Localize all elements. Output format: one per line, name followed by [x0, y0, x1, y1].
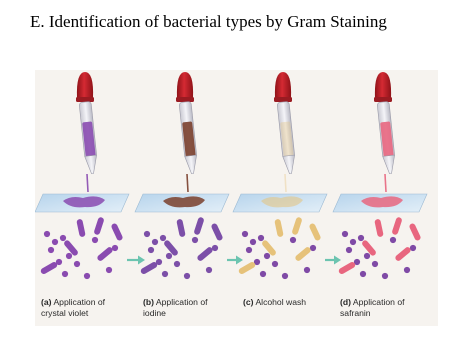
coccus-cell — [152, 239, 158, 245]
bacteria-cluster — [338, 217, 422, 280]
coccus-cell — [184, 273, 190, 279]
coccus-cell — [382, 273, 388, 279]
step-arrow — [227, 256, 243, 265]
station-c — [233, 72, 327, 279]
coccus-cell — [52, 239, 58, 245]
step-arrow — [127, 256, 145, 265]
rod-cell — [338, 261, 357, 275]
caption-letter: (a) — [41, 297, 52, 307]
coccus-cell — [48, 247, 54, 253]
coccus-cell — [166, 253, 172, 259]
coccus-cell — [358, 235, 364, 241]
station-d — [333, 72, 427, 279]
coccus-cell — [212, 245, 218, 251]
coccus-cell — [160, 235, 166, 241]
coccus-cell — [174, 261, 180, 267]
coccus-cell — [404, 267, 410, 273]
rod-cell — [394, 246, 412, 262]
caption-step-c — [243, 297, 306, 308]
station-a — [35, 72, 129, 279]
bacteria-cluster — [40, 217, 124, 280]
coccus-cell — [250, 239, 256, 245]
rod-cell — [210, 223, 223, 242]
coccus-cell — [112, 245, 118, 251]
rod-cell — [93, 217, 104, 236]
coccus-cell — [246, 247, 252, 253]
coccus-cell — [350, 239, 356, 245]
coccus-cell — [304, 267, 310, 273]
rod-cell — [40, 261, 59, 275]
caption-line1: Application of — [155, 297, 208, 307]
dropper-collar — [274, 97, 292, 102]
drop-stream — [385, 174, 386, 192]
rod-cell — [176, 219, 186, 238]
coccus-cell — [390, 237, 396, 243]
drop-stream — [187, 174, 188, 192]
dropper-tip — [283, 155, 297, 174]
coccus-cell — [258, 235, 264, 241]
coccus-cell — [74, 261, 80, 267]
station-b — [135, 72, 229, 279]
coccus-cell — [192, 237, 198, 243]
gram-stain-figure — [35, 70, 438, 326]
dropper-bulb — [375, 72, 391, 98]
rod-cell — [96, 246, 114, 262]
caption-letter: (b) — [143, 297, 154, 307]
coccus-cell — [372, 261, 378, 267]
drop-stream — [285, 174, 286, 192]
dropper-collar — [176, 97, 194, 102]
coccus-cell — [272, 261, 278, 267]
caption-line1: Application of — [352, 297, 405, 307]
caption-letter: (c) — [243, 297, 254, 307]
coccus-cell — [44, 231, 50, 237]
dropper-tip — [383, 155, 397, 174]
coccus-cell — [346, 247, 352, 253]
rod-cell — [291, 217, 302, 236]
dropper-tube — [377, 101, 396, 174]
dropper-bulb — [77, 72, 93, 98]
dropper-collar — [374, 97, 392, 102]
caption-line2: iodine — [143, 308, 166, 318]
rod-cell — [196, 246, 214, 262]
caption-line2: crystal violet — [41, 308, 89, 318]
coccus-cell — [148, 247, 154, 253]
coccus-cell — [342, 231, 348, 237]
rod-cell — [308, 223, 321, 242]
coccus-cell — [242, 231, 248, 237]
coccus-cell — [84, 273, 90, 279]
arrow-head — [334, 256, 341, 265]
coccus-cell — [206, 267, 212, 273]
rod-cell — [391, 217, 402, 236]
coccus-cell — [360, 271, 366, 277]
rod-cell — [193, 217, 204, 236]
slide-title: E. Identification of bacterial types by Gram Staining — [30, 12, 387, 31]
rod-cell — [140, 261, 159, 275]
step-arrow — [325, 256, 341, 265]
rod-cell — [408, 223, 421, 242]
coccus-cell — [144, 231, 150, 237]
coccus-cell — [364, 253, 370, 259]
coccus-cell — [264, 253, 270, 259]
coccus-cell — [162, 271, 168, 277]
dropper-bulb — [177, 72, 193, 98]
coccus-cell — [106, 267, 112, 273]
rod-cell — [294, 246, 312, 262]
rod-cell — [374, 219, 384, 238]
arrow-head — [236, 256, 243, 265]
caption-line2: safranin — [340, 308, 371, 318]
dropper-tube — [277, 101, 296, 174]
coccus-cell — [282, 273, 288, 279]
caption-line1: Application of — [53, 297, 106, 307]
caption-step-b — [143, 297, 208, 319]
dropper-tip — [85, 155, 99, 174]
coccus-cell — [290, 237, 296, 243]
coccus-cell — [92, 237, 98, 243]
rod-cell — [110, 223, 123, 242]
coccus-cell — [62, 271, 68, 277]
coccus-cell — [310, 245, 316, 251]
caption-step-d — [340, 297, 405, 319]
caption-line1: Alcohol wash — [255, 297, 307, 307]
dropper-collar — [76, 97, 94, 102]
coccus-cell — [60, 235, 66, 241]
coccus-cell — [66, 253, 72, 259]
dropper-tube — [179, 101, 198, 174]
bacteria-cluster — [238, 217, 322, 280]
bacteria-cluster — [140, 217, 224, 280]
caption-letter: (d) — [340, 297, 351, 307]
rod-cell — [238, 261, 257, 275]
rod-cell — [76, 219, 86, 238]
drop-stream — [87, 174, 88, 192]
caption-step-a — [41, 297, 105, 319]
rod-cell — [274, 219, 284, 238]
gram-stain-illustration — [35, 70, 438, 326]
dropper-bulb — [275, 72, 291, 98]
coccus-cell — [260, 271, 266, 277]
coccus-cell — [410, 245, 416, 251]
dropper-tip — [185, 155, 199, 174]
dropper-tube — [79, 101, 98, 174]
arrow-head — [138, 256, 145, 265]
